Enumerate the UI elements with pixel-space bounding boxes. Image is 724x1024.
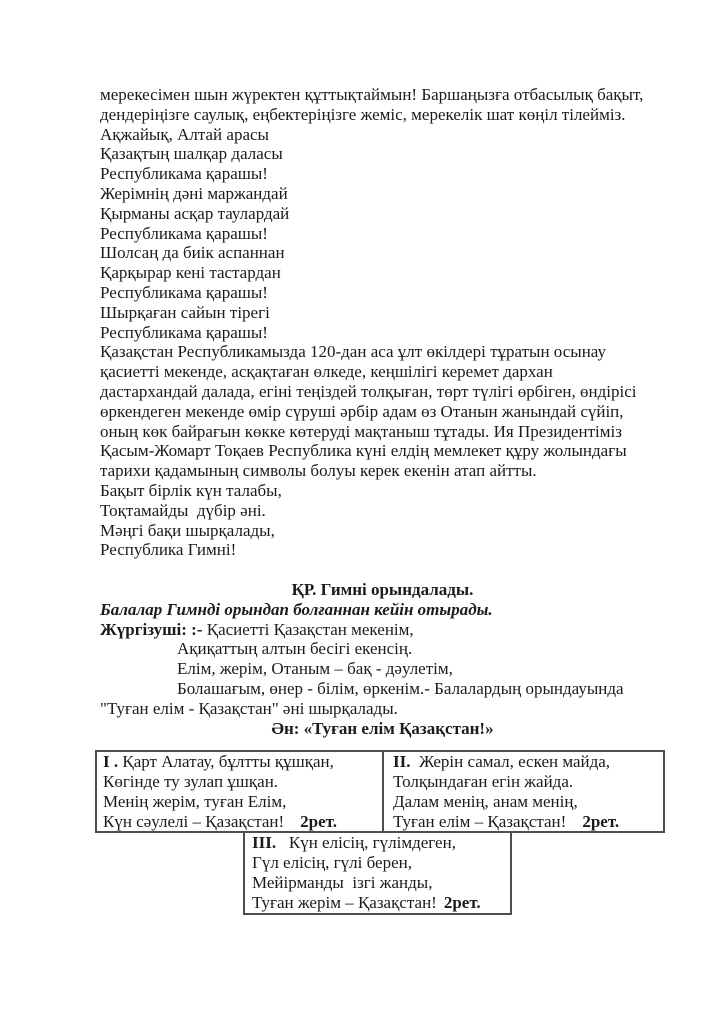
main-paragraph-line: дастархандай далада, егіні теңіздей толқыған, төрт түлігі өрбіген, өндірісі	[100, 381, 637, 401]
verse-cell-3	[243, 833, 512, 914]
verse-row	[95, 750, 665, 833]
verse-line: Туған жерім – Қазақстан! 2рет.	[252, 892, 481, 912]
greeting-line: мерекесімен шын жүректен құттықтаймын! Баршаңызға отбасылық бақыт,	[100, 85, 644, 104]
verse-line: Далам менің, анам менің,	[393, 791, 578, 811]
poem-republic-line: Қырманы асқар таулардай	[100, 203, 290, 223]
song-heading: Ән: «Туған елім Қазақстан!»	[271, 718, 494, 738]
stage-direction: Балалар Гимнді орындап болғаннан кейін отырады.	[100, 599, 493, 619]
verse-line: II. Жерін самал, ескен майда,	[393, 752, 611, 772]
verse-numeral: III.	[252, 833, 277, 853]
verse-line: Менің жерім, туған Елім,	[103, 791, 287, 811]
poem-republic-line: Республикама қарашы!	[100, 322, 268, 342]
verse-line: Мейірманды ізгі жанды,	[252, 873, 433, 893]
verse-numeral: I .	[103, 752, 119, 772]
verse-line: III. Күн елісің, гүлімдеген,	[252, 833, 456, 853]
anthem-verse-line: Тоқтамайды дүбір әні.	[100, 500, 266, 520]
greeting-line: дендеріңізге саулық, еңбектеріңізге жеміс, мерекелік шат көңіл тілейміз.	[100, 104, 626, 124]
presenter-label: Жүргізуші: :-	[100, 619, 203, 639]
verse-cell-2	[384, 752, 663, 831]
poem-republic-line: Қарқырар кені тастардан	[100, 263, 281, 283]
repeat-label: 2рет.	[443, 892, 481, 912]
main-paragraph-line: оның көк байрағын көкке көтеруді мақтаныш тұтады. Ия Президентіміз	[100, 421, 622, 441]
poem-republic-line: Жерімнің дәні маржандай	[100, 183, 288, 203]
presenter-closing-line: "Туған елім - Қазақстан" әні шырқалады.	[100, 698, 398, 718]
poem-republic-line: Қазақтың шалқар даласы	[100, 144, 283, 164]
presenter-indented-line: Болашағым, өнер - білім, өркенім.- Балалардың орындауында	[177, 678, 624, 698]
verse-line: Күн сәулелі – Қазақстан! 2рет.	[103, 811, 337, 831]
verse-line: Туған елім – Қазақстан! 2рет.	[393, 811, 620, 831]
poem-republic-line: Республикама қарашы!	[100, 223, 268, 243]
main-paragraph-line: Қасым-Жомарт Тоқаев Республика күні елдің мемлекет құру жолындағы	[100, 441, 627, 461]
verse-line: Көгінде ту зулап ұшқан.	[103, 772, 279, 792]
blank-line	[100, 560, 665, 580]
presenter-text: Қасиетті Қазақстан мекенім,	[202, 619, 414, 639]
poem-republic-line: Ақжайық, Алтай арасы	[100, 124, 269, 144]
main-paragraph-line: Қазақстан Республикамызда 120-дан аса ұлт өкілдері тұратын осынау	[100, 342, 606, 362]
anthem-verse-line: Республика Гимні!	[100, 540, 237, 560]
verse-cell-1	[97, 752, 384, 831]
main-paragraph-line: қасиетті мекенде, асқақтаған өлкеде, кеңшілігі керемет дархан	[100, 362, 553, 382]
poem-republic-line: Республикама қарашы!	[100, 164, 268, 184]
repeat-label: 2рет.	[582, 811, 620, 831]
anthem-heading: ҚР. Гимні орындалады.	[291, 579, 474, 599]
poem-republic-line: Шолсаң да биік аспаннан	[100, 243, 285, 263]
verse-line: Гүл елісің, гүлі берен,	[252, 853, 412, 873]
song-lyrics-table	[95, 750, 665, 914]
repeat-label: 2рет.	[300, 811, 337, 831]
document-content	[100, 85, 665, 915]
presenter-indented-line: Ақиқаттың алтын бесігі екенсің.	[177, 639, 413, 659]
verse-numeral: II.	[393, 752, 411, 772]
presenter-line	[100, 620, 665, 640]
verse-line: Толқындаған егін жайда.	[393, 772, 574, 792]
main-paragraph-line: тарихи қадамының символы болуы керек екенін атап айтты.	[100, 461, 537, 481]
presenter-indented-line: Елім, жерім, Отаным – бақ - дәулетім,	[177, 659, 453, 679]
poem-republic-line: Шырқаған сайын тірегі	[100, 302, 270, 322]
main-paragraph-line: өркендеген мекенде өмір сүруші әрбір адам өз Отанын жанындай сүйіп,	[100, 401, 624, 421]
anthem-verse-line: Мәңгі бақи шырқалады,	[100, 520, 275, 540]
verse-line: I . Қарт Алатау, бұлтты құшқан,	[103, 752, 334, 772]
anthem-verse-line: Бақыт бірлік күн талабы,	[100, 480, 282, 500]
poem-republic-line: Республикама қарашы!	[100, 282, 268, 302]
